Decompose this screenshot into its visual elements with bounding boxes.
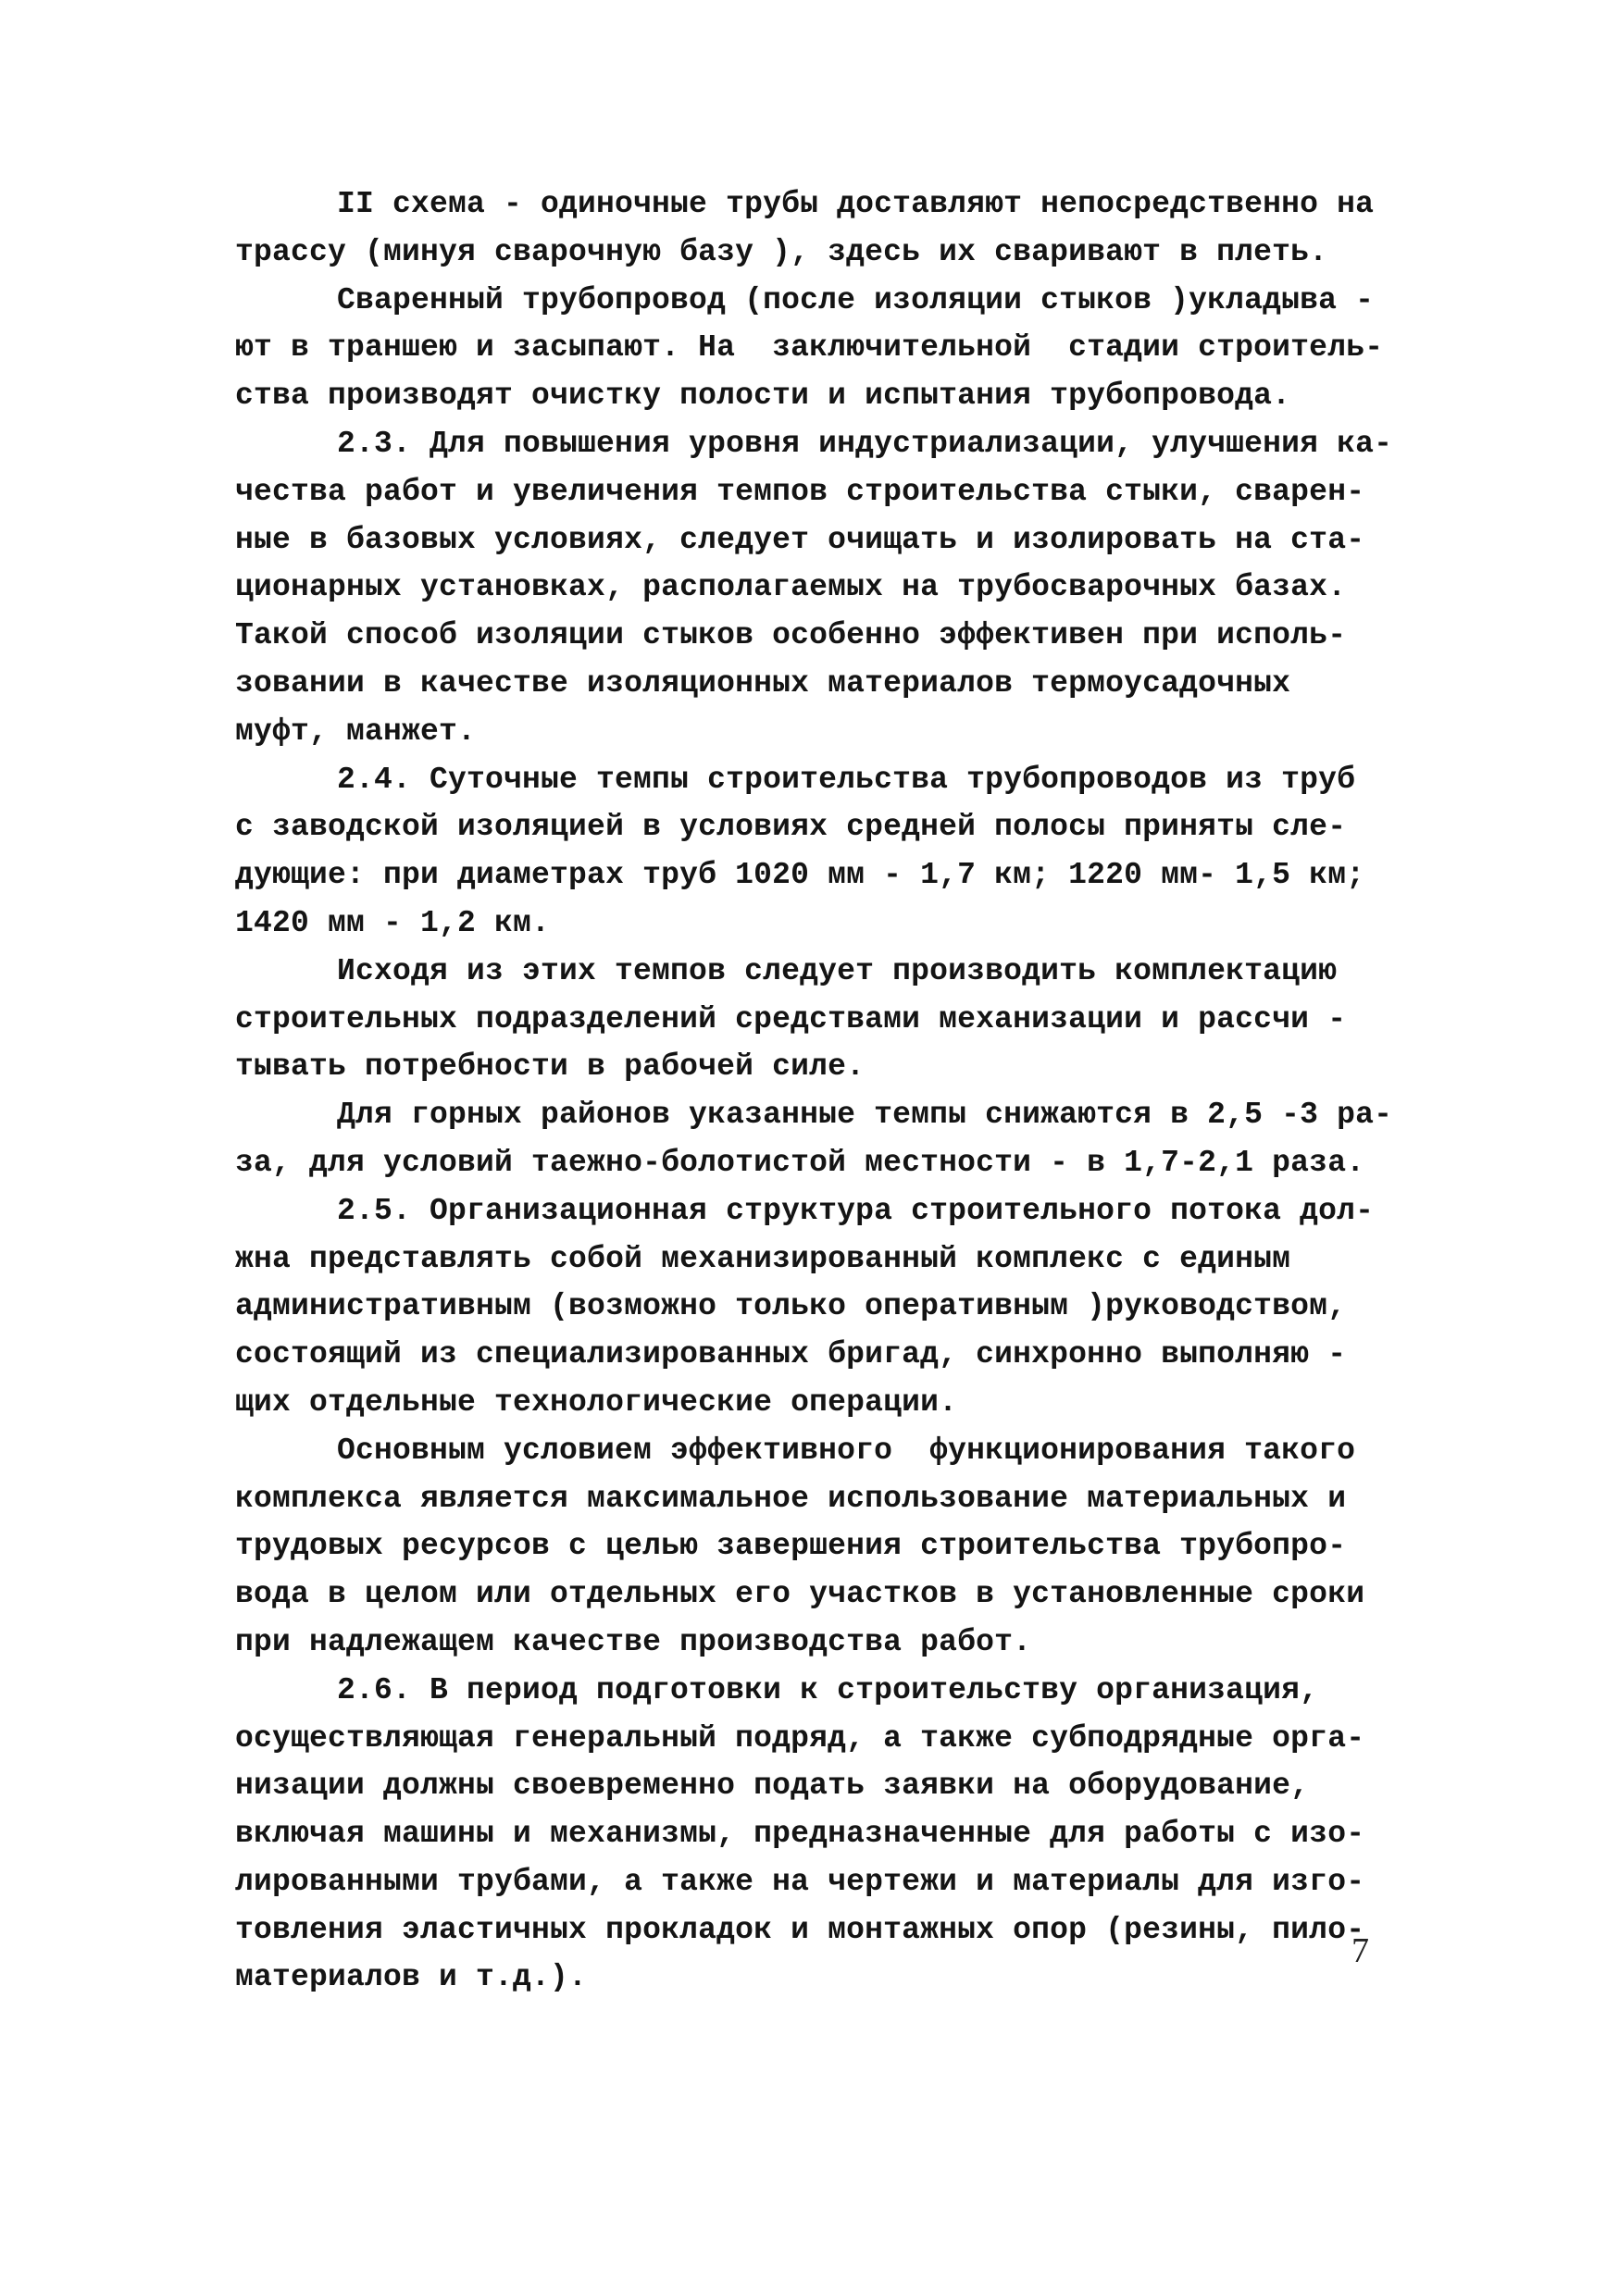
text-line: лированными трубами, а также на чертежи и материалы для изго-	[235, 1864, 1365, 1899]
text-line: зовании в качестве изоляционных материалов термоусадочных	[235, 665, 1291, 701]
text-line: Для горных районов указанные темпы снижаются в 2,5 -3 ра-	[337, 1098, 1393, 1133]
text-line: дующие: при диаметрах труб 1020 мм - 1,7 км; 1220 мм- 1,5 км;	[235, 858, 1365, 893]
text-line: низации должны своевременно подать заявки на оборудование,	[235, 1769, 1310, 1804]
text-line: ционарных установках, располагаемых на трубосварочных базах.	[235, 570, 1347, 605]
text-line: щих отдельные технологические операции.	[235, 1384, 958, 1420]
text-line: II схема - одиночные трубы доставляют непосредственно на	[337, 187, 1375, 221]
text-line: Такой способ изоляции стыков особенно эффективен при исполь-	[235, 618, 1347, 653]
text-line: комплекса является максимальное использование материальных и	[235, 1481, 1347, 1516]
text-line: муфт, манжет.	[235, 714, 477, 749]
text-line: включая машины и механизмы, предназначенные для работы с изо-	[235, 1817, 1365, 1852]
text-line: материалов и т.д.).	[235, 1960, 588, 1995]
text-line: трудовых ресурсов с целью завершения строительства трубопро-	[235, 1529, 1347, 1564]
text-line: при надлежащем качестве производства работ.	[235, 1624, 1032, 1659]
text-line: вода в целом или отдельных его участков в установленные сроки	[235, 1577, 1365, 1612]
text-line: 1420 мм - 1,2 км.	[235, 905, 551, 940]
text-line: осуществляющая генеральный подряд, а также субподрядные орга-	[235, 1720, 1365, 1756]
body-text	[235, 180, 1411, 2002]
text-line: товления эластичных прокладок и монтажных опор (резины, пило-	[235, 1912, 1365, 1947]
text-line: ют в траншею и засыпают. На заключительной стадии строитель-	[235, 330, 1384, 366]
text-line: Сваренный трубопровод (после изоляции стыков )укладыва -	[337, 282, 1375, 317]
text-line: трассу (минуя сварочную базу ), здесь их сваривают в плеть.	[235, 234, 1328, 269]
text-line: с заводской изоляцией в условиях средней полосы приняты сле-	[235, 810, 1347, 845]
text-line: 2.6. В период подготовки к строительству организация,	[337, 1672, 1319, 1707]
text-line: ные в базовых условиях, следует очищать и изолировать на ста-	[235, 522, 1365, 557]
text-line: строительных подразделений средствами механизации и рассчи -	[235, 1001, 1347, 1036]
text-line: Основным условием эффективного функционирования такого	[337, 1433, 1356, 1468]
text-line: состоящий из специализированных бригад, синхронно выполняю -	[235, 1337, 1347, 1372]
text-line: 2.5. Организационная структура строительного потока дол-	[337, 1193, 1375, 1228]
text-line: жна представлять собой механизированный комплекс с единым	[235, 1241, 1291, 1276]
text-line: 2.3. Для повышения уровня индустриализации, улучшения ка-	[337, 426, 1393, 461]
text-line: административным (возможно только оперативным )руководством,	[235, 1289, 1347, 1324]
text-line: Исходя из этих темпов следует производить комплектацию	[337, 953, 1338, 988]
text-line: тывать потребности в рабочей силе.	[235, 1049, 866, 1085]
text-line: за, для условий таежно-болотистой местности - в 1,7-2,1 раза.	[235, 1145, 1365, 1180]
text-line: 2.4. Суточные темпы строительства трубопроводов из труб	[337, 762, 1356, 797]
text-line: чества работ и увеличения темпов строительства стыки, сварен-	[235, 474, 1365, 509]
page-number: 7	[1351, 1931, 1369, 1970]
text-line: ства производят очистку полости и испытания трубопровода.	[235, 379, 1291, 414]
